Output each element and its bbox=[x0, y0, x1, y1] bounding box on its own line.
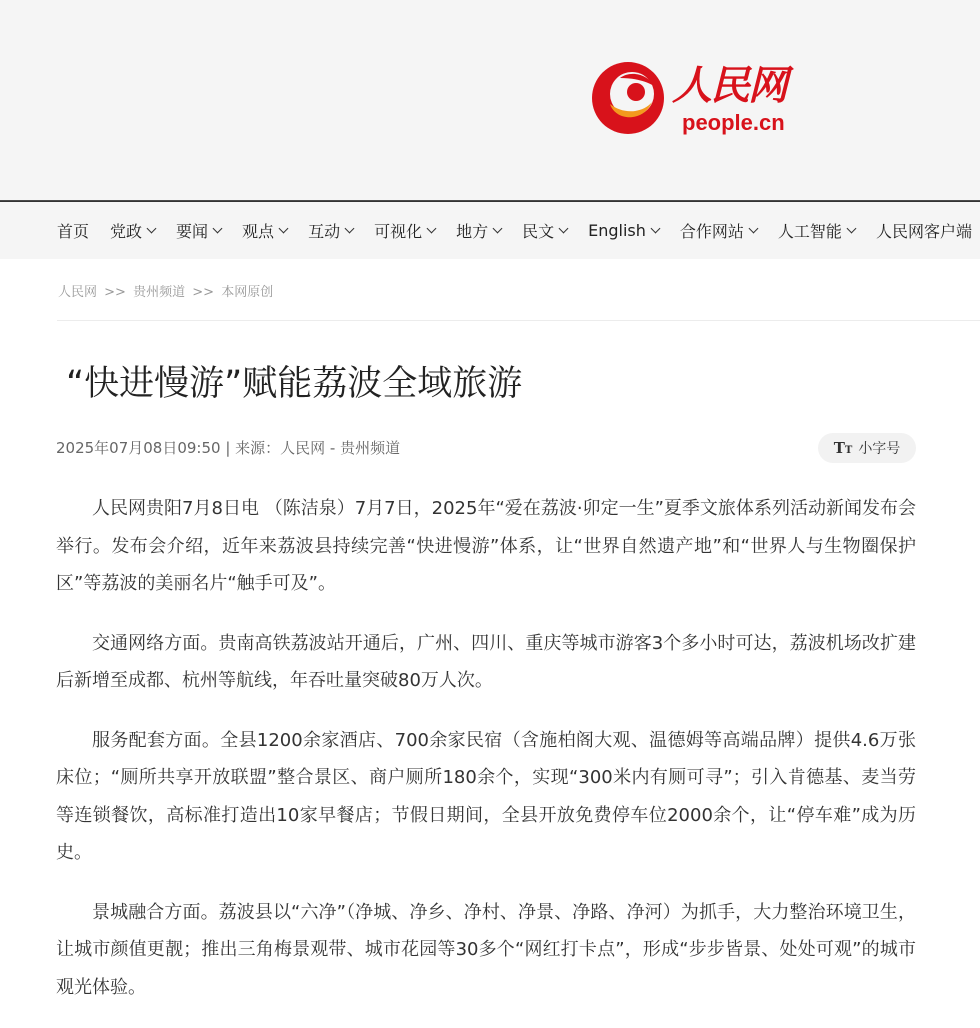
breadcrumb bbox=[58, 281, 273, 300]
chevron-down-icon bbox=[748, 224, 758, 234]
nav-item[interactable] bbox=[778, 219, 855, 242]
nav-item[interactable] bbox=[374, 219, 435, 242]
nav-item[interactable] bbox=[588, 221, 659, 240]
nav-item[interactable] bbox=[456, 219, 501, 242]
chevron-down-icon bbox=[846, 224, 856, 234]
nav-item-label: 合作网站 bbox=[679, 222, 744, 241]
chevron-down-icon bbox=[559, 224, 569, 234]
chevron-down-icon bbox=[279, 224, 289, 234]
article-paragraph: 交通网络方面。贵南高铁荔波站开通后，广州、四川、重庆等城市游客3个多小时可达，荔波机场改扩建后新增至成都、杭州等航线，年吞吐量突破80万人次。 bbox=[56, 632, 916, 691]
nav-item[interactable] bbox=[876, 219, 972, 242]
logo-cn-text: 人民网 bbox=[672, 63, 786, 109]
nav-item-label: 首页 bbox=[57, 222, 90, 241]
nav-item-label: 地方 bbox=[456, 222, 489, 241]
nav-item[interactable] bbox=[176, 219, 221, 242]
nav-item-label: 要闻 bbox=[176, 222, 209, 241]
nav-item-label: 人民网客户端 bbox=[875, 222, 972, 241]
chevron-down-icon bbox=[147, 224, 157, 234]
chevron-down-icon bbox=[493, 224, 503, 234]
nav-item[interactable] bbox=[308, 219, 353, 242]
nav-item-label: 可视化 bbox=[374, 222, 423, 241]
chevron-down-icon bbox=[650, 224, 660, 234]
nav-list bbox=[57, 202, 980, 259]
people-logo[interactable] bbox=[590, 56, 810, 138]
nav-item[interactable] bbox=[57, 219, 89, 242]
font-size-icon: TT bbox=[833, 439, 853, 457]
breadcrumb-item[interactable]: 本网原创 bbox=[221, 285, 274, 300]
breadcrumb-item[interactable]: 人民网 bbox=[58, 285, 98, 300]
breadcrumb-item[interactable]: 贵州频道 bbox=[133, 285, 186, 300]
nav-item-label: 人工智能 bbox=[777, 222, 842, 241]
nav-item-label: 互动 bbox=[308, 222, 341, 241]
logo-swirl-icon bbox=[590, 56, 670, 138]
breadcrumb-separator: >> bbox=[104, 285, 126, 300]
nav-item-label: 党政 bbox=[110, 222, 143, 241]
breadcrumb-separator: >> bbox=[192, 285, 215, 300]
article-title: “快进慢游”赋能荔波全域旅游 bbox=[66, 364, 523, 404]
article-paragraph: 服务配套方面。全县1200余家酒店、700余家民宿（含施柏阁大观、温德姆等高端品牌）提供4.6万张床位；“厕所共享开放联盟”整合景区、商户厕所180余个，实现“300米内有厕可寻”；引入肯德基、麦当劳等连锁餐饮，高标准打造出10家早餐店；节假日期间，全县开放免费停车位2000余个，让“停车难”成为历史。 bbox=[56, 729, 916, 863]
article-paragraph: 景城融合方面。荔波县以“六净”（净城、净乡、净村、净景、净路、净河）为抓手，大力整治环境卫生，让城市颜值更靓；推出三角梅景观带、城市花园等30多个“网红打卡点”，形成“步步皆景、处处可观”的城市观光体验。 bbox=[56, 901, 916, 998]
main-nav bbox=[0, 201, 980, 259]
nav-item-label: 观点 bbox=[242, 222, 275, 241]
site-header bbox=[0, 0, 980, 201]
nav-item[interactable] bbox=[522, 219, 567, 242]
chevron-down-icon bbox=[213, 224, 223, 234]
font-size-toggle-label: 小字号 bbox=[858, 441, 901, 457]
font-size-toggle-button[interactable] bbox=[818, 433, 916, 463]
article-meta: 2025年07月08日09:50 | 来源：人民网 - 贵州频道 bbox=[56, 439, 401, 457]
logo-en-text: people.cn bbox=[682, 110, 785, 135]
nav-item[interactable] bbox=[242, 219, 287, 242]
article-body bbox=[56, 490, 916, 1028]
divider bbox=[57, 320, 980, 321]
nav-item-label: English bbox=[588, 221, 646, 240]
article-paragraph: 人民网贵阳7月8日电 （陈洁泉）7月7日，2025年“爱在荔波·卯定一生”夏季文旅体系列活动新闻发布会举行。发布会介绍，近年来荔波县持续完善“快进慢游”体系，让“世界自然遗产地”和“世界人与生物圈保护区”等荔波的美丽名片“触手可及”。 bbox=[56, 498, 916, 594]
chevron-down-icon bbox=[345, 224, 355, 234]
chevron-down-icon bbox=[427, 224, 437, 234]
nav-item[interactable] bbox=[680, 219, 757, 242]
nav-item[interactable] bbox=[110, 219, 155, 242]
nav-item-label: 民文 bbox=[522, 222, 555, 241]
